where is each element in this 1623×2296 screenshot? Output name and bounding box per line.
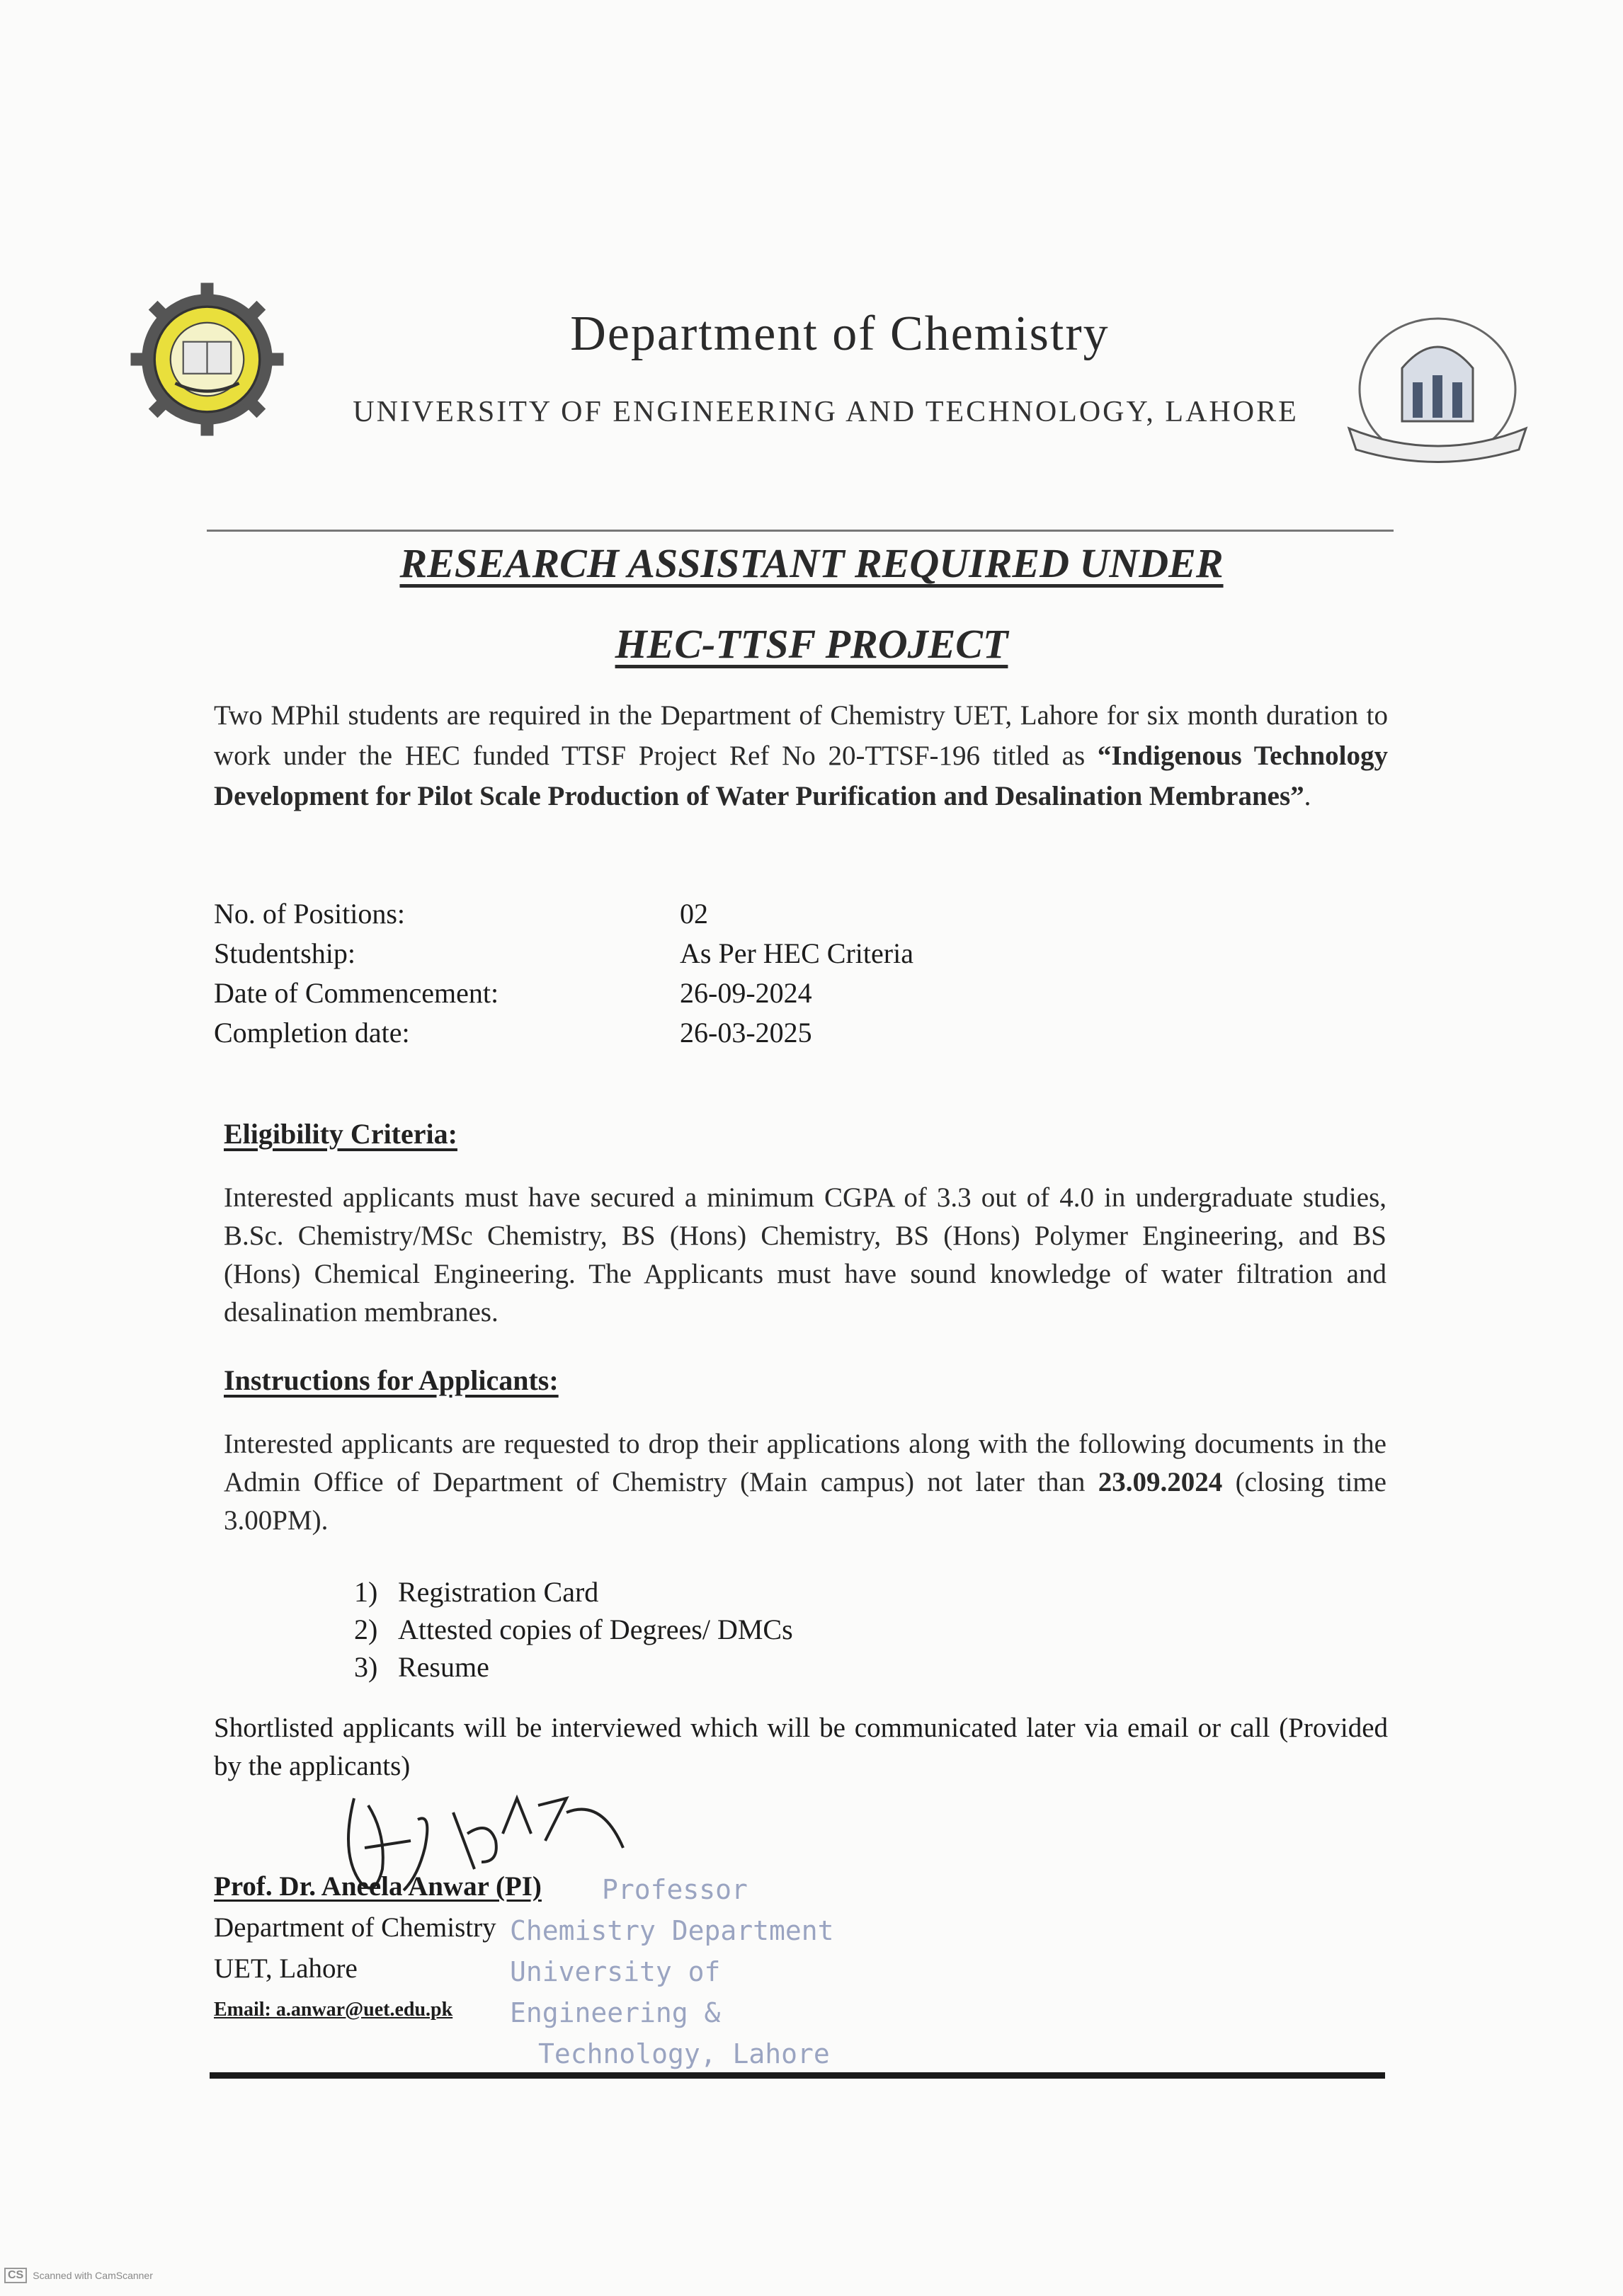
detail-label: No. of Positions: xyxy=(214,898,406,930)
list-label: Registration Card xyxy=(398,1576,599,1608)
signatory-institution: UET, Lahore xyxy=(214,1953,358,1984)
stamp-line: Technology, Lahore xyxy=(538,2038,830,2069)
list-number: 3) xyxy=(354,1651,378,1683)
scanner-text: Scanned with CamScanner xyxy=(33,2270,153,2281)
intro-paragraph xyxy=(214,695,1388,816)
project-title: “Indigenous Technology Development for Pilot Scale Production of Water Purification and Desalination Membranes” xyxy=(214,741,1389,811)
required-documents-list xyxy=(354,1573,793,1686)
intro-text: Two MPhil students are required in the Department of Chemistry UET, Lahore for six month duration to work under the HEC funded TTSF Project Ref No 20-TTSF-196 titled as xyxy=(214,700,1388,771)
list-label: Attested copies of Degrees/ DMCs xyxy=(398,1614,793,1645)
signatory-email: Email: a.anwar@uet.edu.pk xyxy=(214,1999,453,2021)
stamp-line: Chemistry Department xyxy=(510,1915,834,1946)
eligibility-text: Interested applicants must have secured a minimum CGPA of 3.3 out of 4.0 in undergraduate studies, B.Sc. Chemistry/MSc Chemistry, BS (Hons) Chemistry, BS (Hons) Polymer Engineering, and BS (Hons) Chemical Engineering. The Applicants must have sound knowledge of water filtration and desalination membranes. xyxy=(224,1182,1386,1327)
detail-row xyxy=(214,934,1205,973)
detail-value: 02 xyxy=(680,898,708,930)
detail-value: 26-03-2025 xyxy=(680,1017,812,1049)
intro-end: . xyxy=(1304,781,1311,811)
deadline-date: 23.09.2024 xyxy=(1098,1467,1223,1497)
list-item xyxy=(354,1573,793,1611)
closing-time: (closing time 3.00PM). xyxy=(224,1467,1386,1536)
detail-row xyxy=(214,1013,1205,1053)
signatory-department: Department of Chemistry xyxy=(214,1912,496,1943)
camscanner-icon: CS xyxy=(4,2268,27,2283)
detail-row xyxy=(214,894,1205,934)
list-item xyxy=(354,1648,793,1686)
instructions-heading: Instructions for Applicants: xyxy=(224,1364,559,1396)
footer-divider xyxy=(210,2072,1385,2079)
detail-row xyxy=(214,973,1205,1013)
stamp-line: University of Engineering & xyxy=(510,1956,721,2028)
list-number: 1) xyxy=(354,1576,378,1608)
shortlist-note: Shortlisted applicants will be interviewed which will be communicated later via email or call (Provided by the applicants) xyxy=(214,1713,1388,1781)
official-stamp xyxy=(510,1869,878,2074)
list-item xyxy=(354,1611,793,1648)
eligibility-heading: Eligibility Criteria: xyxy=(224,1118,457,1150)
detail-label: Studentship: xyxy=(214,937,356,969)
detail-label: Date of Commencement: xyxy=(214,977,499,1009)
university-name: UNIVERSITY OF ENGINEERING AND TECHNOLOGY, LAHORE xyxy=(353,396,1299,428)
list-label: Resume xyxy=(398,1651,489,1683)
department-logo xyxy=(1335,304,1540,474)
detail-label: Completion date: xyxy=(214,1017,410,1049)
instructions-body: Interested applicants are requested to drop their applications along with the following documents in the Admin Office of Department of Chemistry (Main campus) not later than xyxy=(224,1429,1386,1497)
signatory-block xyxy=(214,1866,542,2031)
scanner-watermark xyxy=(4,2268,153,2283)
stamp-line: Professor xyxy=(602,1874,748,1905)
header-divider xyxy=(207,530,1394,532)
detail-value: As Per HEC Criteria xyxy=(680,937,913,969)
instructions-text xyxy=(224,1425,1386,1540)
signatory-name: Prof. Dr. Aneela Anwar (PI) xyxy=(214,1871,542,1902)
position-details xyxy=(214,894,1205,1053)
detail-value: 26-09-2024 xyxy=(680,977,812,1009)
list-number: 2) xyxy=(354,1614,378,1645)
department-title: Department of Chemistry xyxy=(570,307,1110,361)
notice-heading-line1: RESEARCH ASSISTANT REQUIRED UNDER xyxy=(399,540,1224,586)
notice-heading-line2: HEC-TTSF PROJECT xyxy=(615,621,1008,667)
